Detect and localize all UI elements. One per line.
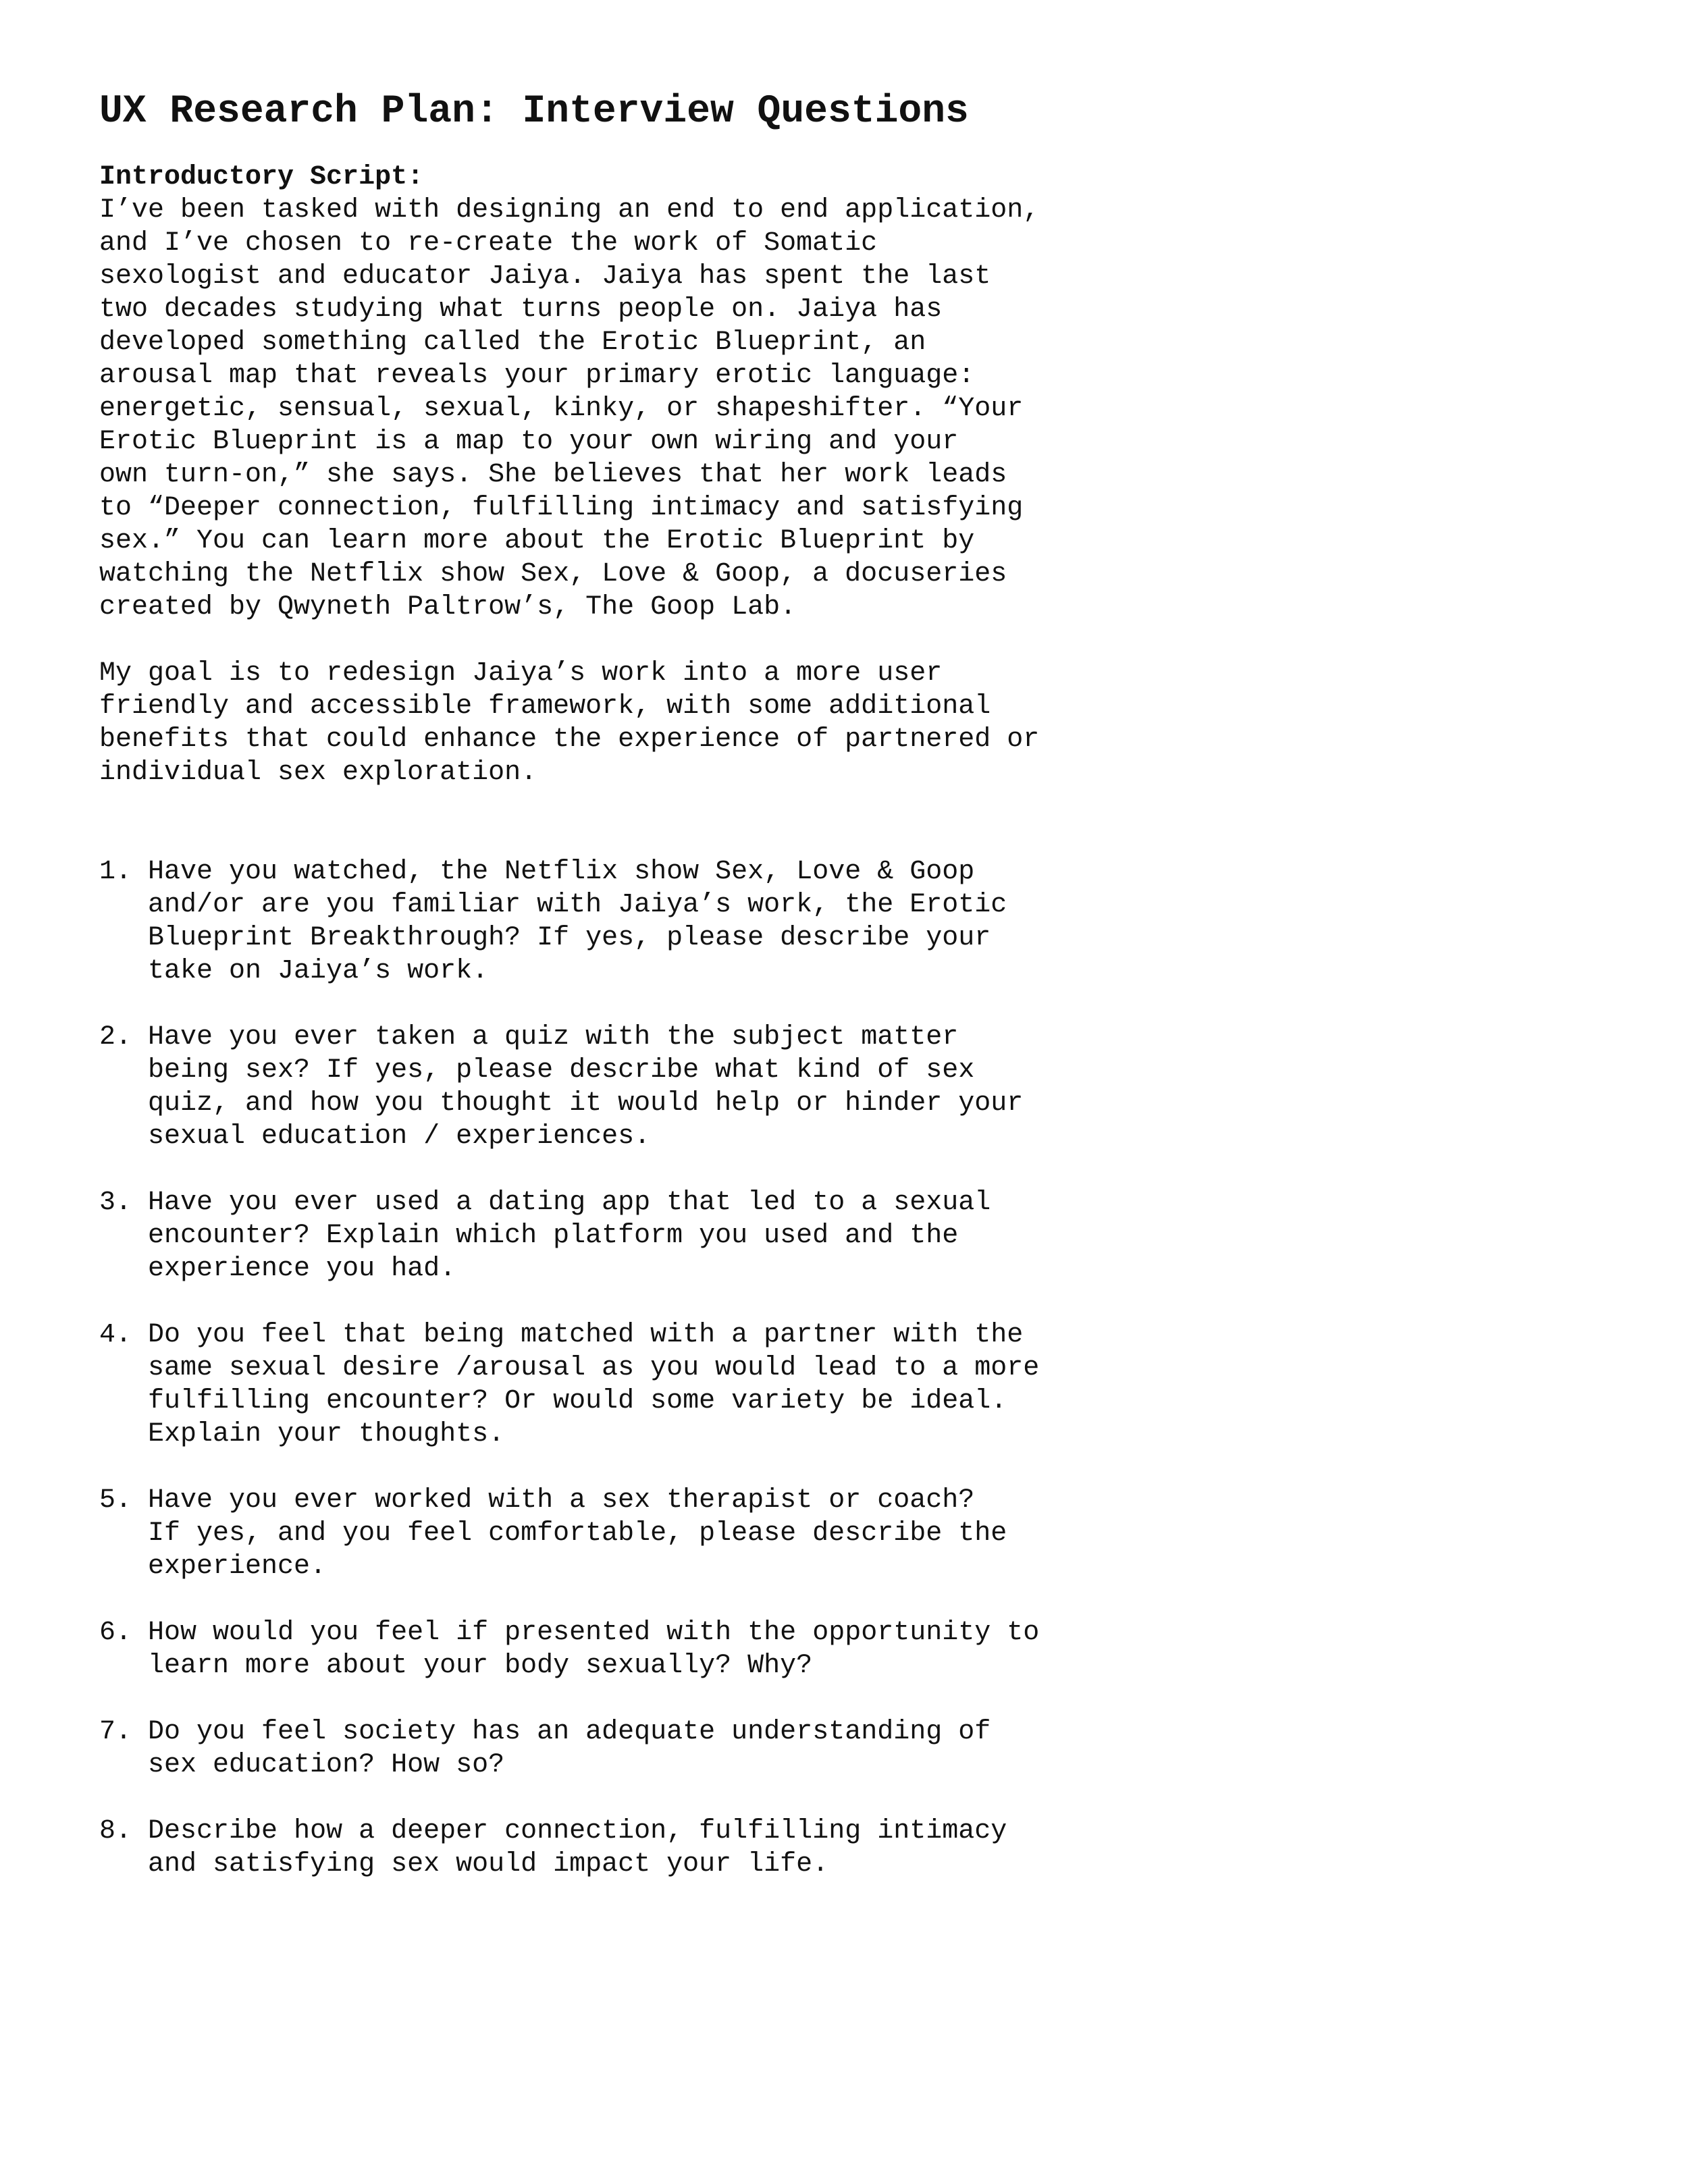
question-number: 4.: [99, 1320, 132, 1350]
question-text: How would you feel if presented with the opportunity to: [148, 1618, 1040, 1648]
question-text: quiz, and how you thought it would help or hinder your: [148, 1088, 1024, 1119]
intro-line: sex.” You can learn more about the Erotic Blueprint by: [99, 526, 975, 556]
question-text: and/or are you familiar with Jaiya’s work, the Erotic: [148, 890, 1007, 920]
intro-line: I’ve been tasked with designing an end to end application,: [99, 195, 1040, 225]
intro-paragraph-2: [99, 657, 1247, 789]
question-text: Do you feel society has an adequate understanding of: [148, 1717, 991, 1747]
question-number: 1.: [99, 857, 132, 887]
question-number: 5.: [99, 1485, 132, 1516]
intro-line: My goal is to redesign Jaiya’s work into a more user: [99, 658, 943, 689]
question-text: sexual education / experiences.: [148, 1121, 651, 1152]
question-item: [99, 1021, 1247, 1153]
intro-line: arousal map that reveals your primary erotic language:: [99, 361, 975, 391]
question-text: sex education? How so?: [148, 1750, 505, 1780]
intro-line: developed something called the Erotic Blueprint, an: [99, 327, 926, 358]
question-text: If yes, and you feel comfortable, please describe the: [148, 1518, 1007, 1549]
intro-line: individual sex exploration.: [99, 757, 537, 788]
question-text: Have you watched, the Netflix show Sex, Love & Goop: [148, 857, 975, 887]
intro-line: and I’ve chosen to re-create the work of Somatic: [99, 228, 878, 259]
question-text: Describe how a deeper connection, fulfilling intimacy: [148, 1816, 1007, 1846]
question-text: same sexual desire /arousal as you would lead to a more: [148, 1353, 1040, 1383]
question-item: [99, 1186, 1247, 1285]
intro-line: watching the Netflix show Sex, Love & Goop, a docuseries: [99, 559, 1007, 589]
question-text: experience you had.: [148, 1254, 456, 1284]
question-item: [99, 1715, 1247, 1782]
paragraph-spacer: [99, 624, 1247, 657]
question-text: encounter? Explain which platform you used and the: [148, 1221, 959, 1251]
intro-line: two decades studying what turns people on. Jaiya has: [99, 294, 943, 325]
intro-line: energetic, sensual, sexual, kinky, or shapeshifter. “Your: [99, 394, 1024, 424]
intro-paragraph-1: [99, 194, 1247, 624]
question-text: being sex? If yes, please describe what kind of sex: [148, 1055, 975, 1086]
intro-label: Introductory Script:: [99, 162, 424, 192]
intro-line: created by Qwyneth Paltrow’s, The Goop Lab.: [99, 592, 797, 622]
question-text: fulfilling encounter? Or would some variety be ideal.: [148, 1386, 1007, 1416]
question-number: 3.: [99, 1188, 132, 1218]
question-number: 6.: [99, 1618, 132, 1648]
question-item: [99, 1815, 1247, 1881]
question-item: [99, 1319, 1247, 1451]
question-item: [99, 855, 1247, 988]
intro-line: friendly and accessible framework, with some additional: [99, 691, 991, 722]
intro-line: Erotic Blueprint is a map to your own wiring and your: [99, 427, 959, 457]
question-number: 2.: [99, 1022, 132, 1053]
intro-line: benefits that could enhance the experience of partnered or: [99, 724, 1040, 755]
document-page: [99, 88, 1247, 1914]
question-text: Do you feel that being matched with a partner with the: [148, 1320, 1024, 1350]
intro-line: to “Deeper connection, fulfilling intimacy and satisfying: [99, 493, 1024, 523]
question-text: Blueprint Breakthrough? If yes, please describe your: [148, 923, 991, 953]
document-title: UX Research Plan: Interview Questions: [99, 90, 969, 134]
question-text: Explain your thoughts.: [148, 1419, 505, 1449]
intro-line: sexologist and educator Jaiya. Jaiya has spent the last: [99, 261, 991, 292]
question-text: take on Jaiya’s work.: [148, 956, 489, 986]
question-text: Have you ever used a dating app that led to a sexual: [148, 1188, 991, 1218]
question-text: Have you ever worked with a sex therapist or coach?: [148, 1485, 975, 1516]
intro-line: own turn-on,” she says. She believes that her work leads: [99, 460, 1007, 490]
question-text: experience.: [148, 1551, 327, 1582]
question-item: [99, 1484, 1247, 1583]
question-list: [99, 855, 1247, 1881]
question-text: learn more about your body sexually? Why?: [148, 1651, 813, 1681]
question-number: 7.: [99, 1717, 132, 1747]
question-item: [99, 1616, 1247, 1682]
section-spacer: [99, 789, 1247, 855]
question-text: Have you ever taken a quiz with the subject matter: [148, 1022, 959, 1053]
question-text: and satisfying sex would impact your life.: [148, 1849, 829, 1880]
question-number: 8.: [99, 1816, 132, 1846]
